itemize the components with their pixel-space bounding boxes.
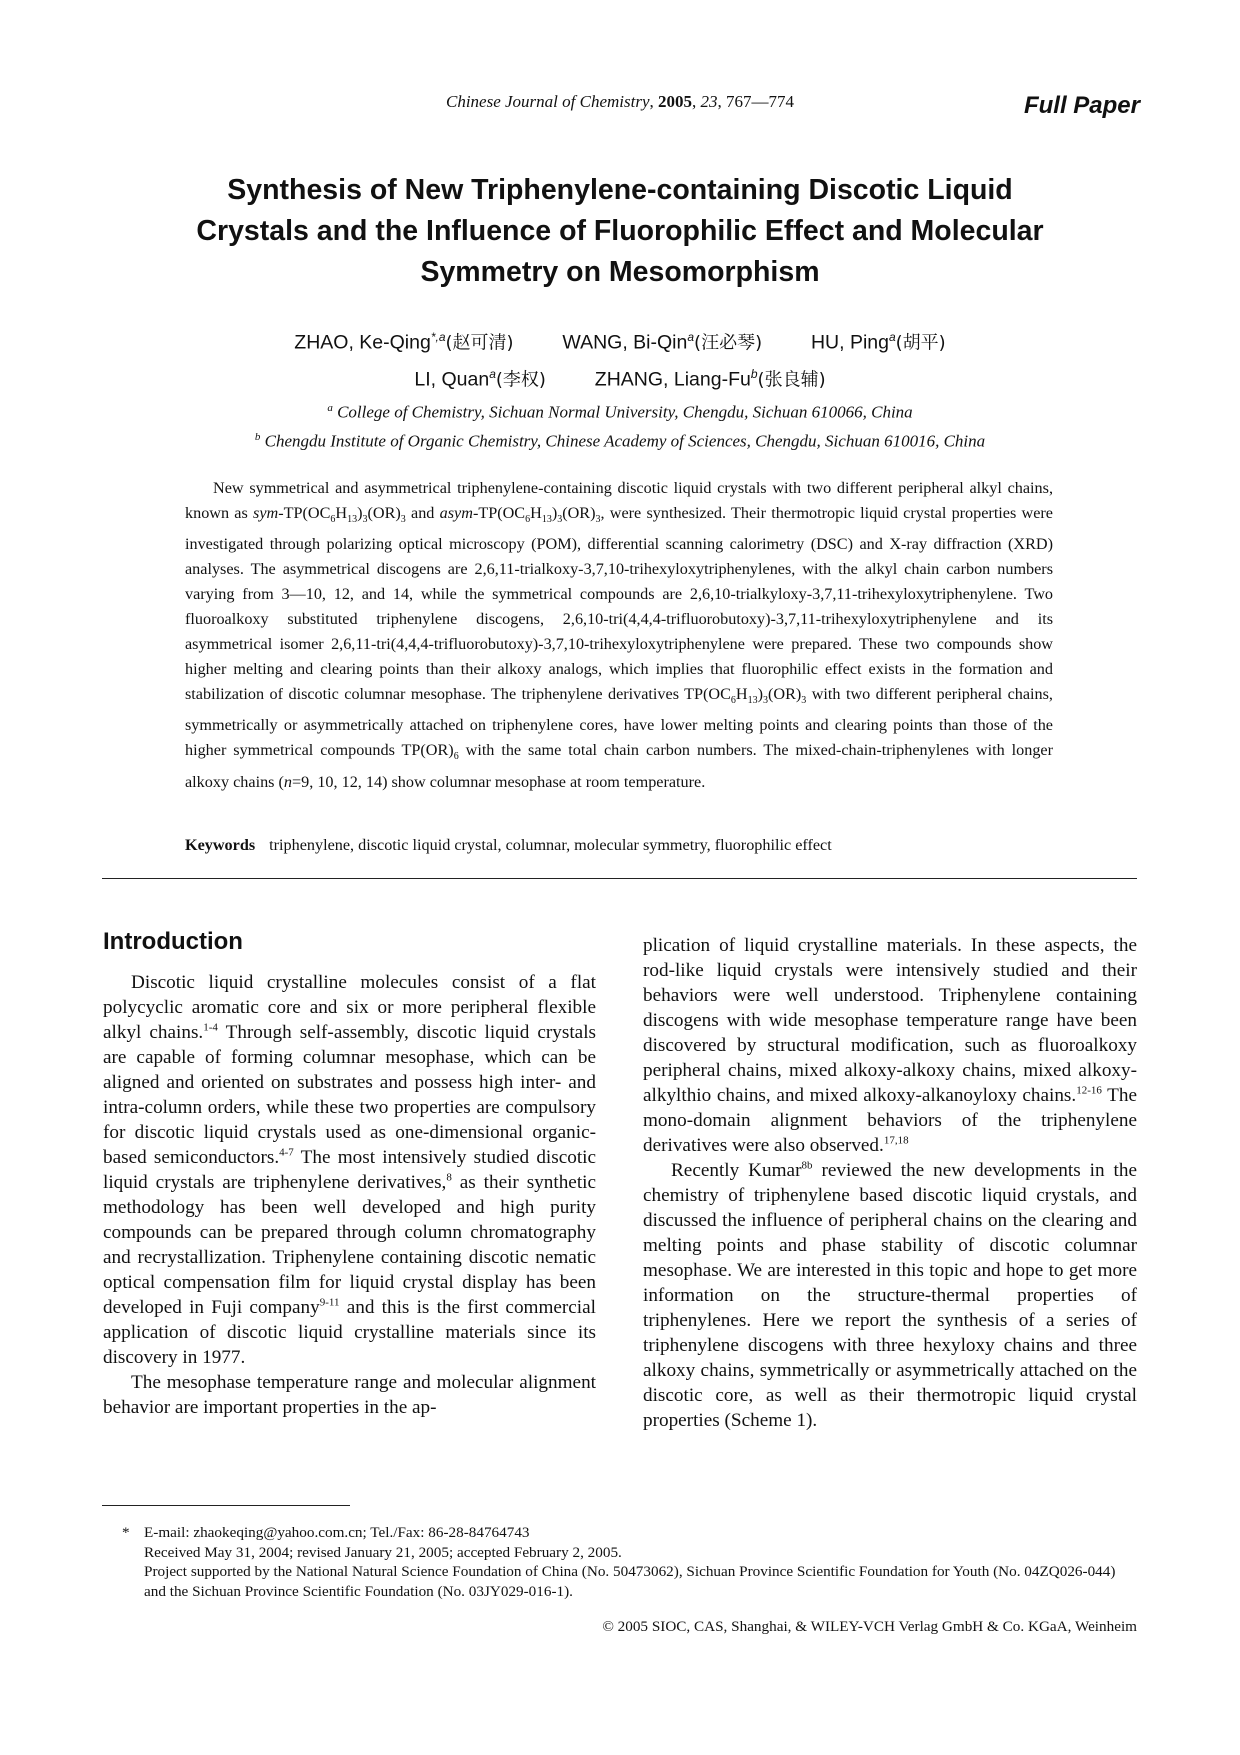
author-mark: b (750, 366, 758, 381)
author-row (0, 359, 1240, 396)
paragraph: The mesophase temperature range and molecular alignment behavior are important properties in the ap- (103, 1372, 596, 1418)
footnotes (122, 1523, 1138, 1601)
paper-title (150, 170, 1090, 293)
citation: 1-4 (203, 1021, 218, 1034)
author-mark: a (687, 330, 695, 344)
body-column-left (103, 970, 596, 1420)
copyright-notice: © 2005 SIOC, CAS, Shanghai, & WILEY-VCH Verlag GmbH & Co. KGaA, Weinheim (602, 1618, 1137, 1635)
paragraph: Recently Kumar$^{8b}$ reviewed the new developments in the chemistry of triphenylene based discotic liquid crystals, and discussed the influence of peripheral chains on the clearing and melting points and phase stability of discotic columnar mesophase. We are interested in this topic and hope to get more information on the structure-thermal properties of triphenylenes. Here we report the synthesis of a series of triphenylene discogens with three hexyloxy chains and three alkoxy chains, symmetrically or asymmetrically attached on the discotic core, as well as their thermotropic liquid crystal properties (Scheme 1). (643, 1159, 1137, 1431)
author-name: HU, Ping (810, 331, 889, 354)
footnote-received: Received May 31, 2004; revised January 21, 2005; accepted February 2, 2005. (144, 1543, 622, 1561)
citation: 8 (446, 1171, 452, 1184)
affiliations (0, 396, 1240, 453)
title-line: Crystals and the Influence of Fluorophilic Effect and Molecular (196, 215, 1044, 247)
footnote-funding: Project supported by the National Natural Science Foundation of China (No. 50473062), Sichuan Province Scientific Foundation for Youth (No. 04ZQ026-044) and the Sichuan Province Scientific Foundation (No. 03JY029-016-1). (144, 1563, 1116, 1600)
journal-year: 2005 (658, 92, 692, 111)
journal-citation: Chinese Journal of Chemistry, 2005, 23, 767—774 (445, 92, 794, 111)
title-line: Symmetry on Mesomorphism (420, 256, 820, 288)
abstract-text: New symmetrical and asymmetrical triphenylene-containing discotic liquid crystals with two different peripheral alkyl chains, known as sym-$TP(OC_6H_{13})_3(OR)_3$ and asym-$TP(OC_6H_{13})_3(OR)_3$, were synthesized. Their thermotropic liquid crystal properties were investigated through polarizing optical microscopy (POM), differential scanning calorimetry (DSC) and X-ray diffraction (XRD) analyses. The asymmetrical discogens are 2,6,11-trialkoxy-3,7,10-trihexyloxytriphenylenes, with the alkyl chain carbon numbers varying from 3—10, 12, and 14, while the symmetrical compounds are 2,6,10-trialkyloxy-3,7,11-trihexyloxytriphenylene. Two fluoroalkoxy substituted triphenylene discogens, 2,6,10-tri(4,4,4-trifluorobutoxy)-3,7,11-trihexyloxytriphenylene and its asymmetrical isomer 2,6,11-tri(4,4,4-trifluorobutoxy)-3,7,10-trihexyloxytriphenylene were prepared. These two compounds show higher melting and clearing points than their alkoxy analogs, which implies that fluorophilic effect exists in the formation and stabilization of discotic columnar mesophase. The triphenylene derivatives $TP(OC_6H_{13})_3(OR)_3$ with two different peripheral chains, symmetrically or asymmetrically attached on triphenylene cores, have lower melting points and clearing points than those of the higher symmetrical compounds $TP(OR)_6$ with the same total chain carbon numbers. The mixed-chain-triphenylenes with longer alkoxy chains (n=9, 10, 12, 14) show columnar mesophase at room temperature. (185, 479, 1053, 791)
author-name: ZHANG, Liang-Fu (594, 368, 751, 390)
journal-name: Chinese Journal of Chemistry (445, 92, 650, 111)
author-name: WANG, Bi-Qin (562, 331, 688, 354)
affiliation (0, 396, 1240, 425)
citation: 8b (801, 1159, 813, 1172)
paragraph: Discotic liquid crystalline molecules consist of a flat polycyclic aromatic core and six or more peripheral flexible alkyl chains.$^{1-4}$ Through self-assembly, discotic liquid crystals are capable of forming columnar mesophase, which can be aligned and oriented on substrates and possess high inter- and intra-column orders, while these two properties are compulsory for discotic liquid crystals used as one-dimensional organic-based semiconductors.$^{4-7}$ The most intensively studied discotic liquid crystals are triphenylene derivatives,$^8$ as their synthetic methodology has been well developed and high purity compounds can be prepared through column chromatography and recrystallization. Triphenylene containing discotic nematic optical compensation film for liquid crystal display has been developed in Fuji company$^{9-11}$ and this is the first commercial application of discotic liquid crystalline materials since its discovery in 1977. (103, 972, 597, 1368)
author-chinese-name: (李权) (495, 369, 546, 390)
author-chinese-name: (赵可清) (445, 332, 514, 354)
body-column-right (643, 933, 1137, 1433)
footnote-star: * (122, 1524, 130, 1541)
article-type-label: Full Paper (1023, 92, 1140, 119)
section-divider (102, 878, 1137, 879)
journal-volume: 23 (700, 92, 718, 111)
author-chinese-name: (张良辅) (757, 369, 826, 390)
author-row (0, 322, 1240, 359)
paragraph: plication of liquid crystalline materials. In these aspects, the rod-like liquid crystals were intensively studied and their behaviors were well understood. Triphenylene containing discogens with wide mesophase temperature range have been discovered by structural modification, such as fluoroalkoxy peripheral chains, mixed alkoxy-alkoxy chains, mixed alkoxy-alkylthio chains, and mixed alkoxy-alkanoyloxy chains.$^{12-16}$ The mono-domain alignment behaviors of the triphenylene derivatives were also observed.$^{17,18}$ (643, 935, 1137, 1156)
affiliation (0, 425, 1240, 454)
keywords-text: triphenylene, discotic liquid crystal, columnar, molecular symmetry, fluorophilic effect (269, 836, 832, 854)
keywords (185, 836, 1053, 855)
author-name: ZHAO, Ke-Qing (294, 331, 431, 354)
abstract (185, 476, 1053, 795)
citation: 4-7 (279, 1146, 294, 1159)
affiliation-text: Chengdu Institute of Organic Chemistry, Chinese Academy of Sciences, Chengdu, Sichuan 610016, China (264, 431, 986, 451)
citation: 12-16 (1076, 1084, 1102, 1097)
author-mark: a (888, 330, 896, 344)
footnote-email: E-mail: zhaokeqing@yahoo.com.cn; Tel./Fax: 86-28-84764743 (144, 1524, 530, 1541)
affiliation-mark: a (327, 402, 333, 414)
footnote-divider (102, 1505, 350, 1506)
author-mark: a (489, 366, 496, 381)
title-line: Synthesis of New Triphenylene-containing Discotic Liquid (227, 174, 1013, 206)
author-chinese-name: (汪必琴) (694, 332, 763, 354)
journal-pages: 767—774 (726, 92, 794, 111)
keywords-label: Keywords (185, 836, 256, 854)
author-list (0, 322, 1240, 395)
citation: 17,18 (883, 1134, 909, 1147)
section-heading-introduction: Introduction (103, 928, 243, 955)
author-mark: *,a (430, 330, 446, 344)
author-chinese-name: (胡平) (895, 332, 946, 354)
affiliation-text: College of Chemistry, Sichuan Normal University, Chengdu, Sichuan 610066, China (337, 402, 913, 422)
affiliation-mark: b (254, 430, 261, 443)
author-name: LI, Quan (414, 368, 490, 390)
citation: 9-11 (319, 1296, 340, 1309)
